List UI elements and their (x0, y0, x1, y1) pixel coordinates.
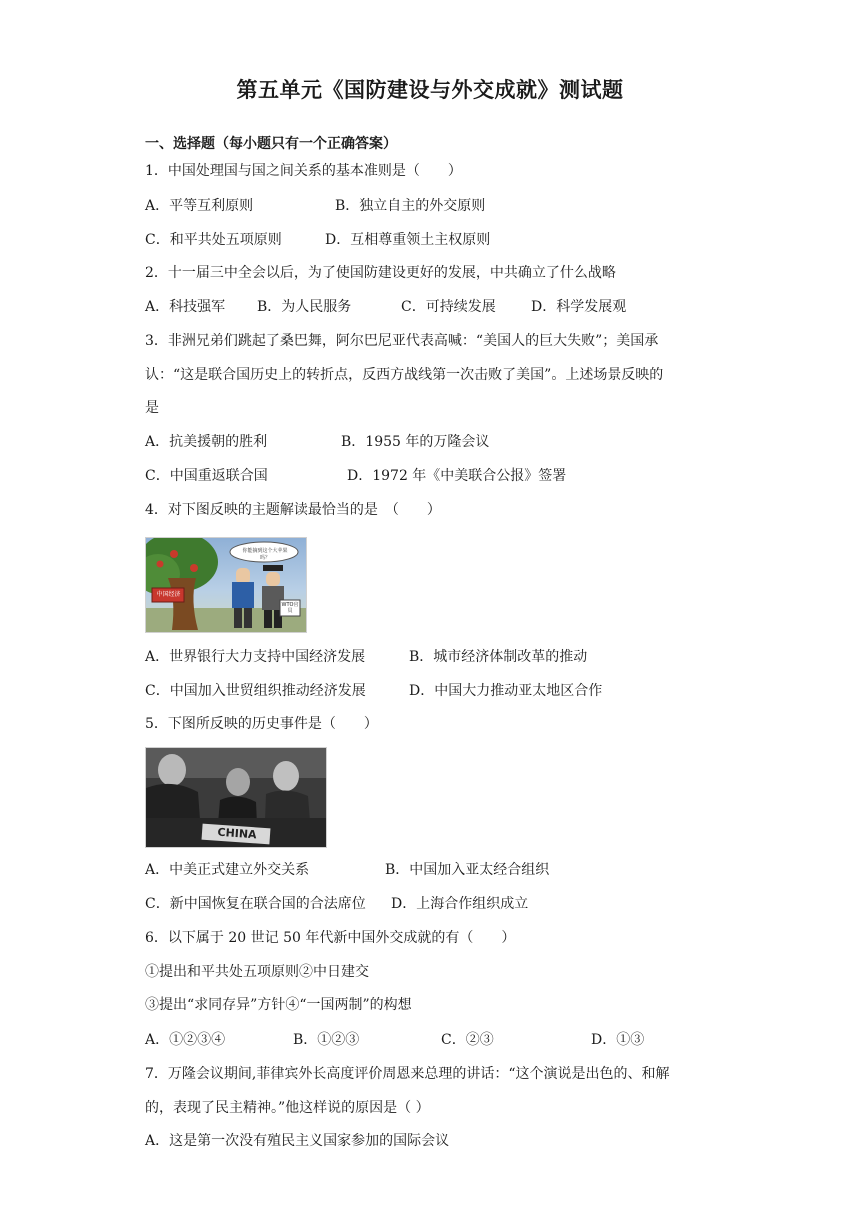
cartoon-sign-label: WTO官员 (281, 602, 299, 614)
question-7-option-a: A．这是第一次没有殖民主义国家参加的国际会议 (145, 1133, 450, 1149)
question-4-option-a: A．世界银行大力支持中国经济发展 (145, 649, 366, 665)
question-2-stem: 2．十一届三中全会以后，为了使国防建设更好的发展，中共确立了什么战略 (145, 265, 616, 281)
question-5-option-d: D．上海合作组织成立 (391, 896, 529, 912)
question-4-option-d: D．中国大力推动亚太地区合作 (409, 683, 603, 699)
question-3-options-row-2 (145, 466, 566, 486)
question-6-option-b: B．①②③ (293, 1032, 360, 1048)
question-4-options-row-1 (145, 647, 587, 667)
question-3-options-row-1 (145, 432, 489, 452)
question-4-option-c: C．中国加入世贸组织推动经济发展 (145, 683, 366, 699)
question-3-option-c: C．中国重返联合国 (145, 468, 268, 484)
question-2-options (145, 297, 626, 317)
question-3-option-d: D．1972 年《中美联合公报》签署 (347, 468, 567, 484)
cartoon-speech-bubble-text: 你能摘到这个大苹果吗？ (242, 548, 288, 561)
question-5-stem: 5．下图所反映的历史事件是（ ） (145, 716, 378, 732)
page-title: 第五单元《国防建设与外交成就》测试题 (236, 78, 624, 102)
china-nameplate-text: CHINA (217, 825, 257, 842)
question-5-options-row-2 (145, 894, 528, 914)
question-5-options-row-1 (145, 860, 549, 880)
question-4-cartoon-image (145, 537, 307, 633)
question-6-options (145, 1030, 644, 1050)
question-6-option-c: C．②③ (441, 1032, 494, 1048)
question-1-stem: 1．中国处理国与国之间关系的基本准则是（ ） (145, 163, 462, 179)
question-5-photo (145, 747, 327, 848)
question-4-stem: 4．对下图反映的主题解读最恰当的是 （ ） (145, 502, 441, 518)
question-6-item-line-2: ③提出“求同存异”方针④“一国两制”的构想 (145, 997, 412, 1013)
question-3-option-b: B．1955 年的万隆会议 (341, 434, 490, 450)
question-4-options-row-2 (145, 681, 602, 701)
cartoon-trunk-label: 中国经济 (156, 591, 181, 598)
question-1-options-row-1 (145, 196, 485, 216)
question-5-option-a: A．中美正式建立外交关系 (145, 862, 310, 878)
question-1-option-b: B．独立自主的外交原则 (335, 198, 486, 214)
section-heading: 一、选择题（每小题只有一个正确答案） (145, 136, 397, 152)
question-5-option-c: C．新中国恢复在联合国的合法席位 (145, 896, 366, 912)
question-6-stem: 6．以下属于 20 世记 50 年代新中国外交成就的有（ ） (145, 930, 516, 946)
question-6-option-a: A．①②③④ (145, 1032, 226, 1048)
question-1-option-a: A．平等互利原则 (145, 198, 254, 214)
question-5-option-b: B．中国加入亚太经合组织 (385, 862, 550, 878)
question-3-stem-line-1: 3．非洲兄弟们跳起了桑巴舞，阿尔巴尼亚代表高喊：“美国人的巨大失败”；美国承 (145, 333, 659, 349)
question-1-options-row-2 (145, 230, 490, 250)
question-7-stem-line-1: 7．万隆会议期间,菲律宾外长高度评价周恩来总理的讲话：“这个演说是出色的、和解 (145, 1066, 670, 1082)
question-7-stem-line-2: 的，表现了民主精神。”他这样说的原因是（ ） (145, 1100, 430, 1116)
question-1-option-d: D．互相尊重领土主权原则 (325, 232, 491, 248)
question-2-option-a: A．科技强军 (145, 299, 226, 315)
question-3-stem-line-2: 认：“这是联合国历史上的转折点，反西方战线第一次击败了美国”。上述场景反映的 (145, 367, 664, 383)
question-4-option-b: B．城市经济体制改革的推动 (409, 649, 588, 665)
question-6-item-line-1: ①提出和平共处五项原则②中日建交 (145, 964, 369, 980)
question-2-option-c: C．可持续发展 (401, 299, 496, 315)
question-6-option-d: D．①③ (591, 1032, 645, 1048)
question-2-option-b: B．为人民服务 (257, 299, 352, 315)
question-3-option-a: A．抗美援朝的胜利 (145, 434, 268, 450)
question-2-option-d: D．科学发展观 (531, 299, 627, 315)
question-1-option-c: C．和平共处五项原则 (145, 232, 282, 248)
question-3-stem-line-3: 是 (145, 400, 159, 416)
